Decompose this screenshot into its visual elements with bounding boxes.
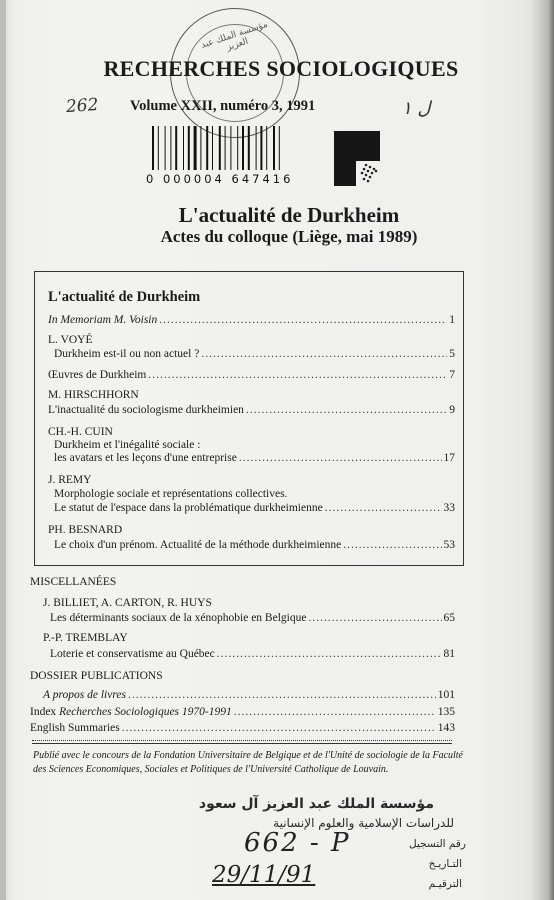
section-title: L'actualité de Durkheim	[48, 289, 201, 305]
toc-entry-title: In Memoriam M. Voisin	[48, 314, 158, 326]
toc-entry-title: Les déterminants sociaux de la xénophobie en Belgique	[50, 612, 307, 624]
toc-author: P.-P. TREMBLAY	[43, 632, 128, 644]
toc-page-number: 143	[437, 722, 455, 734]
toc-page-number: 7	[449, 369, 455, 381]
journal-title: RECHERCHES SOCIOLOGIQUES	[103, 56, 459, 81]
toc-page-number: 81	[443, 648, 455, 660]
arabic-stamp-line2: للدراسات الإسلامية والعلوم الإنسانية	[273, 816, 454, 830]
toc-author: PH. BESNARD	[48, 524, 123, 536]
toc-entry	[50, 648, 455, 661]
barcode-bar	[260, 126, 262, 170]
toc-entry	[30, 722, 455, 735]
handwritten-registration-number: 662 - P	[244, 828, 351, 858]
barcode-digits: 0 000004 647416	[146, 172, 294, 186]
barcode-bar	[206, 126, 208, 170]
toc-entry-title: L'inactualité du sociologisme durkheimien	[48, 404, 244, 416]
issue-title: L'actualité de Durkheim	[178, 203, 400, 227]
toc-entry	[48, 369, 455, 382]
barcode-bar	[183, 126, 184, 170]
toc-entry-title: Recherches Sociologiques 1970-1991	[59, 706, 232, 718]
toc-author: CH.-H. CUIN	[48, 426, 113, 438]
page-edge-shadow	[0, 0, 6, 900]
section-heading-miscellanees: MISCELLANÉES	[30, 576, 117, 588]
toc-page-number: 53	[443, 539, 455, 551]
handwritten-shelf-number: 262	[65, 94, 100, 118]
toc-entry	[48, 314, 455, 327]
divider	[32, 743, 452, 744]
barcode-bar	[273, 126, 275, 170]
barcode-bar	[237, 126, 238, 170]
toc-page-number: 101	[437, 689, 455, 701]
barcode-bar	[200, 126, 201, 170]
publisher-logo-icon	[334, 131, 380, 186]
toc-page-number: 5	[449, 348, 455, 360]
issue-subtitle: Actes du colloque (Liège, mai 1989)	[160, 227, 418, 246]
library-stamp-text: مؤسسة الملك عبد العزيز	[199, 19, 270, 53]
barcode-bar	[266, 126, 267, 170]
barcode-bar	[175, 126, 177, 170]
barcode-bar	[230, 126, 231, 170]
barcode-bar	[256, 126, 257, 170]
arabic-stamp-reg-label: رقم التسجيل	[409, 838, 466, 850]
barcode-bar	[219, 126, 221, 170]
barcode-bar	[225, 126, 226, 170]
toc-page-number: 17	[443, 452, 455, 464]
handwritten-date: 29/11/91	[212, 862, 316, 888]
barcode-bar	[212, 126, 213, 170]
divider-dotted	[32, 740, 452, 741]
handwritten-mark: ل ١	[402, 98, 431, 119]
toc-author: M. HIRSCHHORN	[48, 389, 139, 401]
barcode-bar	[170, 126, 171, 170]
toc-page-number: 9	[449, 404, 455, 416]
barcode-bar	[158, 126, 159, 170]
toc-entry-title: Le statut de l'espace dans la problématique durkheimienne	[54, 502, 323, 514]
toc-page-number: 33	[443, 502, 455, 514]
barcode-bar	[279, 126, 280, 170]
arabic-stamp-date-label: التـاريـخ	[428, 858, 462, 870]
toc-author: L. VOYÉ	[48, 334, 93, 346]
barcode-bar	[152, 126, 154, 170]
toc-author: J. BILLIET, A. CARTON, R. HUYS	[43, 597, 212, 609]
toc-entry-title: Œuvres de Durkheim	[48, 369, 147, 381]
barcode-bar	[242, 126, 244, 170]
toc-entry	[48, 404, 455, 417]
toc-entry-title: Le choix d'un prénom. Actualité de la méthode durkheimienne	[54, 539, 342, 551]
barcode-bar	[194, 126, 197, 170]
toc-entry-title: les avatars et les leçons d'une entreprise	[54, 452, 237, 464]
toc-entry-title-prefix: Index	[30, 706, 60, 718]
toc-entry	[54, 452, 455, 465]
barcode-bar	[248, 126, 250, 170]
toc-entry	[30, 706, 455, 719]
toc-entry-title-line1: Durkheim et l'inégalité sociale :	[54, 439, 201, 451]
section-heading-dossier: DOSSIER PUBLICATIONS	[30, 670, 163, 682]
publication-note: Publié avec le concours de la Fondation Universitaire de Belgique et de l'Unité de sociologie de la Faculté des Sciences Economiques, Sociales et Politiques de l'Université Catholique de Louvain.	[33, 750, 463, 775]
toc-entry-title: English Summaries	[30, 722, 120, 734]
volume-info: Volume XXII, numéro 3, 1991	[130, 98, 316, 114]
toc-entry-title: A propos de livres	[43, 689, 126, 701]
toc-entry	[54, 539, 455, 552]
toc-entry	[54, 348, 455, 361]
toc-entry-title: Durkheim est-il ou non actuel ?	[54, 348, 200, 360]
toc-page-number: 1	[449, 314, 455, 326]
toc-author: J. REMY	[48, 474, 92, 486]
barcode-bar	[188, 126, 190, 170]
toc-page-number: 135	[437, 706, 455, 718]
barcode-bar	[165, 126, 166, 170]
arabic-stamp-class-label: الترقيـم	[428, 878, 462, 890]
toc-entry	[50, 612, 455, 625]
toc-entry-title-line1: Morphologie sociale et représentations collectives.	[54, 488, 288, 500]
arabic-stamp-line1: مؤسسة الملك عبد العزيز آل سعود	[198, 796, 434, 812]
toc-page-number: 65	[443, 612, 455, 624]
toc-entry	[54, 502, 455, 515]
toc-entry	[43, 689, 455, 702]
toc-entry-title: Loterie et conservatisme au Québec	[50, 648, 215, 660]
